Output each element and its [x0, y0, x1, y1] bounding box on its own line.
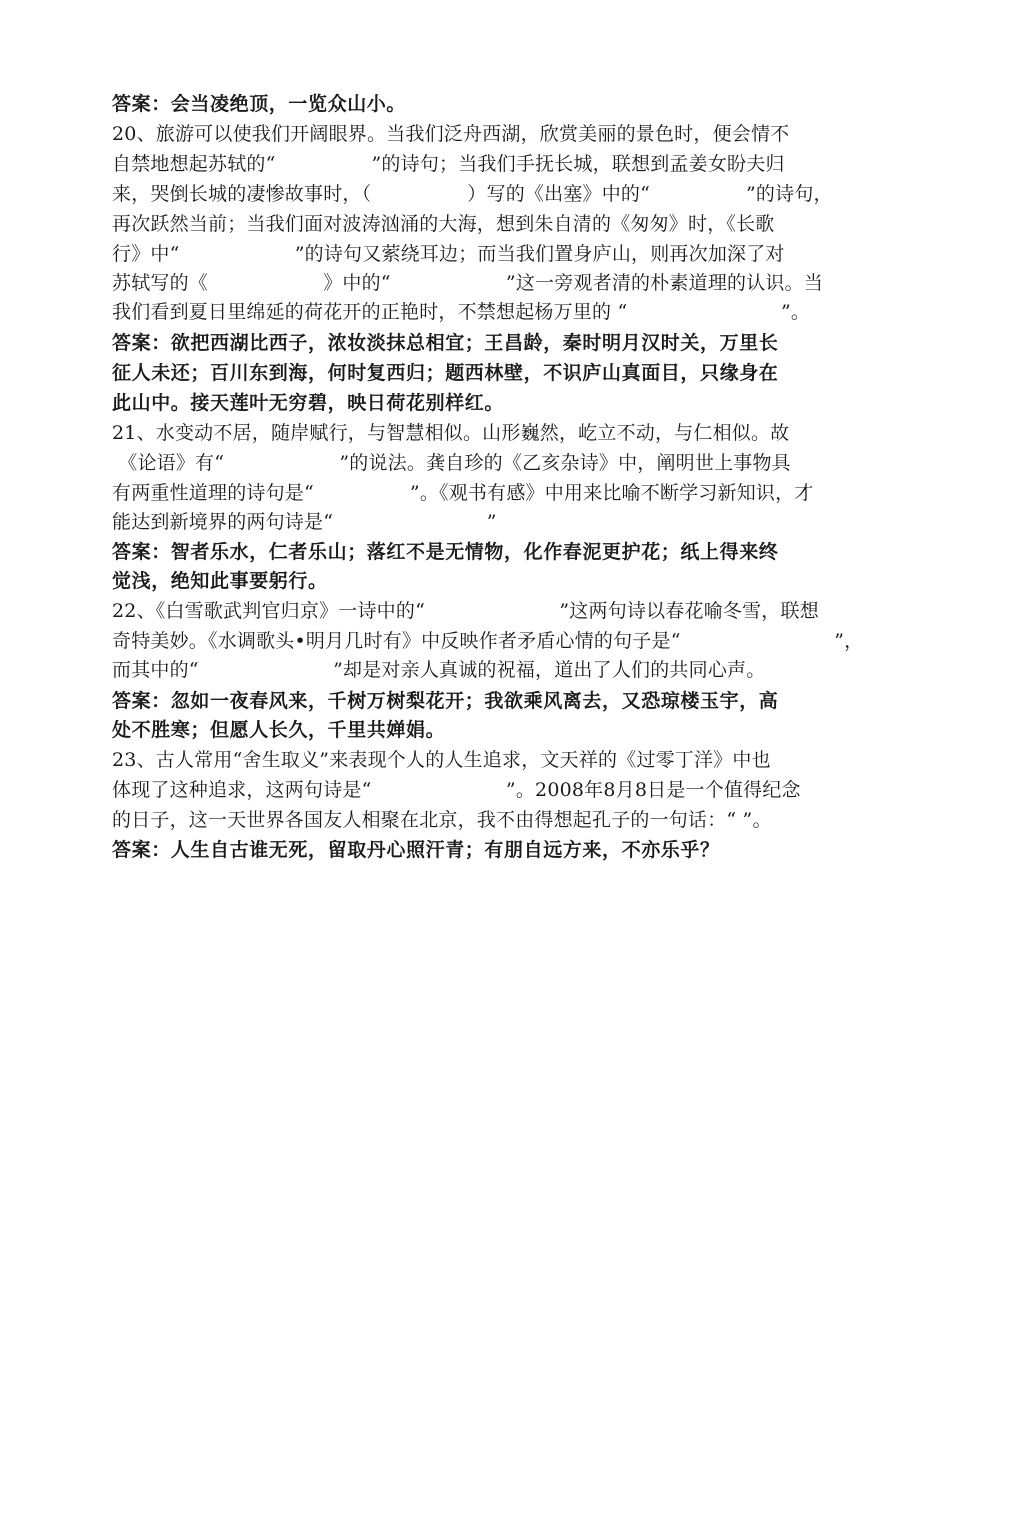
question-line: 我们看到夏日里绵延的荷花开的正艳时，不禁想起杨万里的 “ ”。 [112, 301, 811, 323]
answer-line: 答案：欲把西湖比西子，浓妆淡抹总相宜；王昌龄，秦时明月汉时关，万里长 [112, 332, 779, 354]
answer-line: 答案：忽如一夜春风来，千树万树梨花开；我欲乘风离去，又恐琼楼玉宇，高 [112, 690, 779, 712]
question-line: 奇特美妙。《水调歌头•明月几时有》中反映作者矛盾心情的句子是“ ”， [112, 630, 864, 652]
question-line: 23、古人常用“舍生取义”来表现个人的人生追求，文天祥的《过零丁洋》中也 [112, 749, 771, 771]
question-line: 21、水变动不居，随岸赋行，与智慧相似。山形巍然，屹立不动，与仁相似。故 [112, 422, 790, 444]
question-line: 行》中“ ”的诗句又萦绕耳边；而当我们置身庐山，则再次加深了对 [112, 243, 785, 265]
question-line: 苏轼写的《 》中的“ ”这一旁观者清的朴素道理的认识。当 [112, 272, 824, 294]
question-line: 的日子，这一天世界各国友人相聚在北京，我不由得想起孔子的一句话：“ ”。 [112, 809, 772, 831]
answer-line: 觉浅，绝知此事要躬行。 [112, 570, 328, 592]
answer-line: 征人未还；百川东到海，何时复西归；题西林壁，不识庐山真面目，只缘身在 [112, 362, 779, 384]
answer-line: 答案：人生自古谁无死，留取丹心照汗青；有朋自远方来，不亦乐乎？ [112, 839, 720, 861]
question-line: 体现了这种追求，这两句诗是“ ”。2008年8月8日是一个值得纪念 [112, 779, 801, 801]
answer-line: 答案：智者乐水，仁者乐山；落红不是无情物，化作春泥更护花；纸上得来终 [112, 541, 779, 563]
question-line: 有两重性道理的诗句是“ ”。《观书有感》中用来比喻不断学习新知识，才 [112, 482, 814, 504]
answer-line: 此山中。接天莲叶无穷碧，映日荷花别样红。 [112, 392, 505, 414]
answer-line: 处不胜寒；但愿人长久，千里共婵娟。 [112, 719, 446, 741]
question-line: 能达到新境界的两句诗是“ ” [112, 511, 497, 533]
question-line: 22、《白雪歌武判官归京》一诗中的“ ”这两句诗以春花喻冬雪，联想 [112, 600, 819, 622]
question-line: 《论语》有“ ”的说法。龚自珍的《乙亥杂诗》中，阐明世上事物具 [112, 452, 791, 474]
answer-line: 答案：会当凌绝顶，一览众山小。 [112, 93, 407, 115]
question-line: 20、旅游可以使我们开阔眼界。当我们泛舟西湖，欣赏美丽的景色时，便会情不 [112, 123, 790, 145]
question-line: 自禁地想起苏轼的“ ”的诗句；当我们手抚长城，联想到孟姜女盼夫归 [112, 153, 785, 175]
question-line: 来，哭倒长城的凄惨故事时，（ ）写的《出塞》中的“ ”的诗句， [112, 183, 833, 205]
question-line: 而其中的“ ”却是对亲人真诚的祝福，道出了人们的共同心声。 [112, 659, 766, 681]
question-line: 再次跃然当前；当我们面对波涛汹涌的大海，想到朱自清的《匆匆》时，《长歌 [112, 213, 775, 235]
